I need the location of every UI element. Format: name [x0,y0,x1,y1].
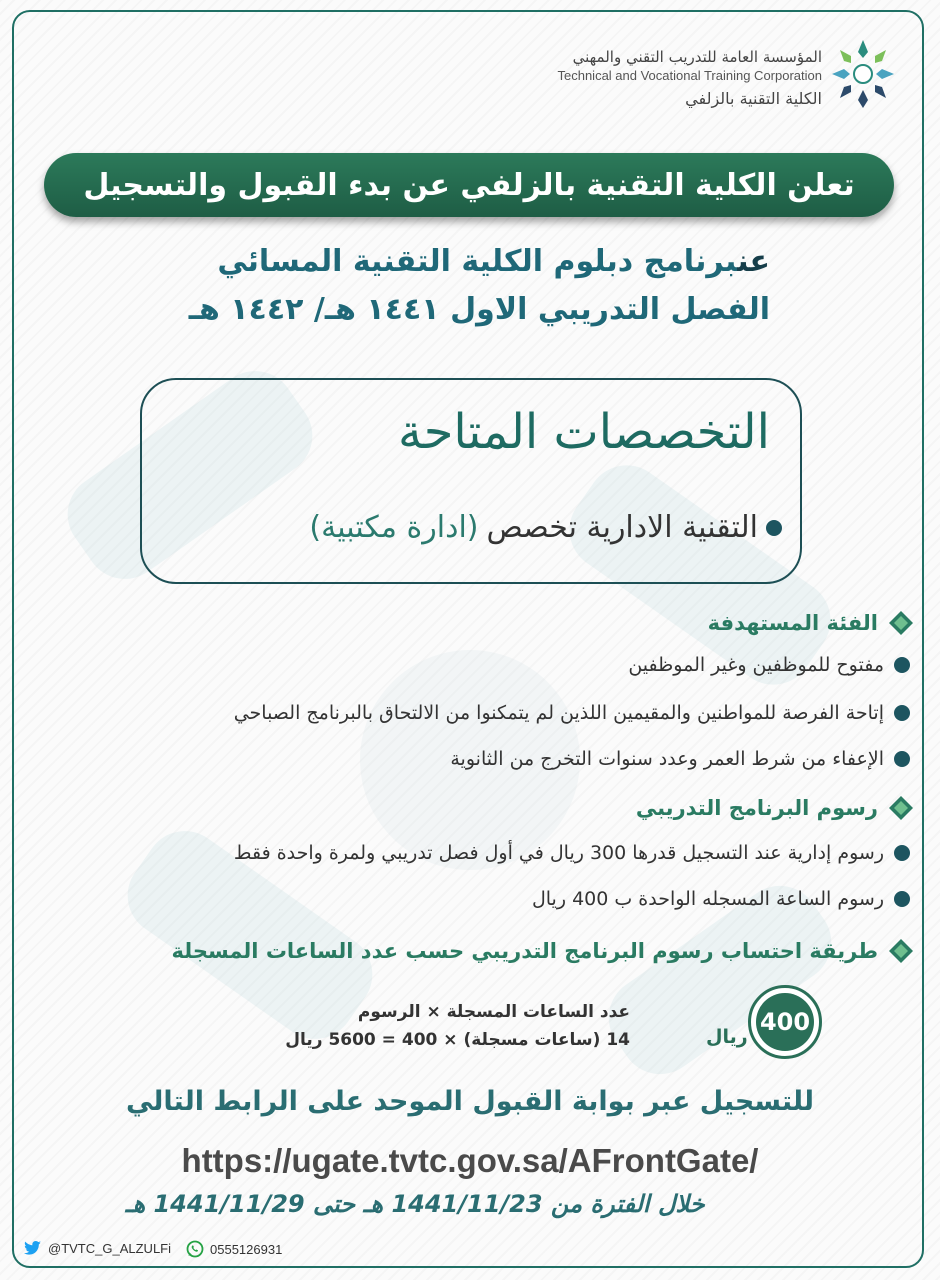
registration-heading: للتسجيل عبر بوابة القبول الموحد على الرابط التالي [125,1086,815,1117]
target-item [628,654,910,676]
program-title-prefix: عن [737,244,770,279]
whatsapp-number: 0555126931 [210,1241,283,1257]
bullet-icon [894,891,910,907]
semester-title: الفصل التدريبي الاول ١٤٤١ هـ/ ١٤٤٢ هـ [188,292,770,327]
college-name: الكلية التقنية بالزلفي [685,89,822,108]
fees-heading [636,795,914,821]
bullet-icon [894,751,910,767]
diamond-bullet-icon [888,610,914,636]
specializations-title: التخصصات المتاحة [398,404,770,460]
registration-url-link[interactable]: https://ugate.tvtc.gov.sa/AFrontGate/ [181,1142,759,1179]
announcement-banner: تعلن الكلية التقنية بالزلفي عن بدء القبول والتسجيل [44,153,894,217]
bullet-icon [766,520,782,536]
bullet-icon [894,845,910,861]
calculation-heading [172,938,914,964]
twitter-handle: @TVTC_G_ALZULFi [48,1240,171,1256]
target-item [234,702,910,724]
org-name-english: Technical and Vocational Training Corporation [557,68,822,83]
specializations-box [140,378,802,584]
org-name-arabic: المؤسسة العامة للتدريب التقني والمهني [572,48,822,66]
target-heading-text: الفئة المستهدفة [707,611,878,635]
calculation-heading-text: طريقة احتساب رسوم البرنامج التدريبي حسب عدد الساعات المسجلة [171,939,878,963]
target-heading [708,610,914,636]
whatsapp-contact[interactable] [186,1240,282,1258]
specialization-detail: (ادارة مكتبية) [309,510,479,545]
fee-item-text: رسوم إدارية عند التسجيل قدرها 300 ريال في أول فصل تدريبي ولمرة واحدة فقط [233,842,884,864]
target-item [450,748,910,770]
fee-item-text: رسوم الساعة المسجله الواحدة ب 400 ريال [531,888,884,910]
program-title-text: برنامج دبلوم الكلية التقنية المسائي [217,244,738,279]
bullet-icon [894,657,910,673]
fee-badge-unit: ريال [706,1026,748,1048]
specialization-name: التقنية الادارية تخصص [486,510,758,545]
target-item-text: إتاحة الفرصة للمواطنين والمقيمين اللذين لم يتمكنوا من الالتحاق بالبرنامج الصباحي [233,702,884,724]
diamond-bullet-icon [888,938,914,964]
specialization-item [162,510,782,545]
program-title [130,244,770,279]
formula-example: 14 (ساعات مسجلة) × 400 = 5600 ريال [285,1030,630,1050]
whatsapp-icon [186,1240,204,1258]
bullet-icon [894,705,910,721]
fee-item [234,842,910,864]
fees-heading-text: رسوم البرنامج التدريبي [635,796,878,820]
target-item-text: مفتوح للموظفين وغير الموظفين [628,654,884,676]
fee-badge [748,985,822,1059]
fee-badge-value: 400 [756,993,814,1051]
org-header [557,48,822,108]
formula-line: عدد الساعات المسجلة × الرسوم [357,1002,630,1022]
diamond-bullet-icon [888,795,914,821]
registration-period: خلال الفترة من 1441/11/23 هـ حتى 1441/11/29 هـ [125,1190,705,1218]
tvtc-star-logo-icon [826,36,900,112]
fee-item [532,888,910,910]
target-item-text: الإعفاء من شرط العمر وعدد سنوات التخرج من الثانوية [450,748,884,770]
twitter-contact[interactable] [24,1240,171,1256]
twitter-icon [24,1240,42,1256]
